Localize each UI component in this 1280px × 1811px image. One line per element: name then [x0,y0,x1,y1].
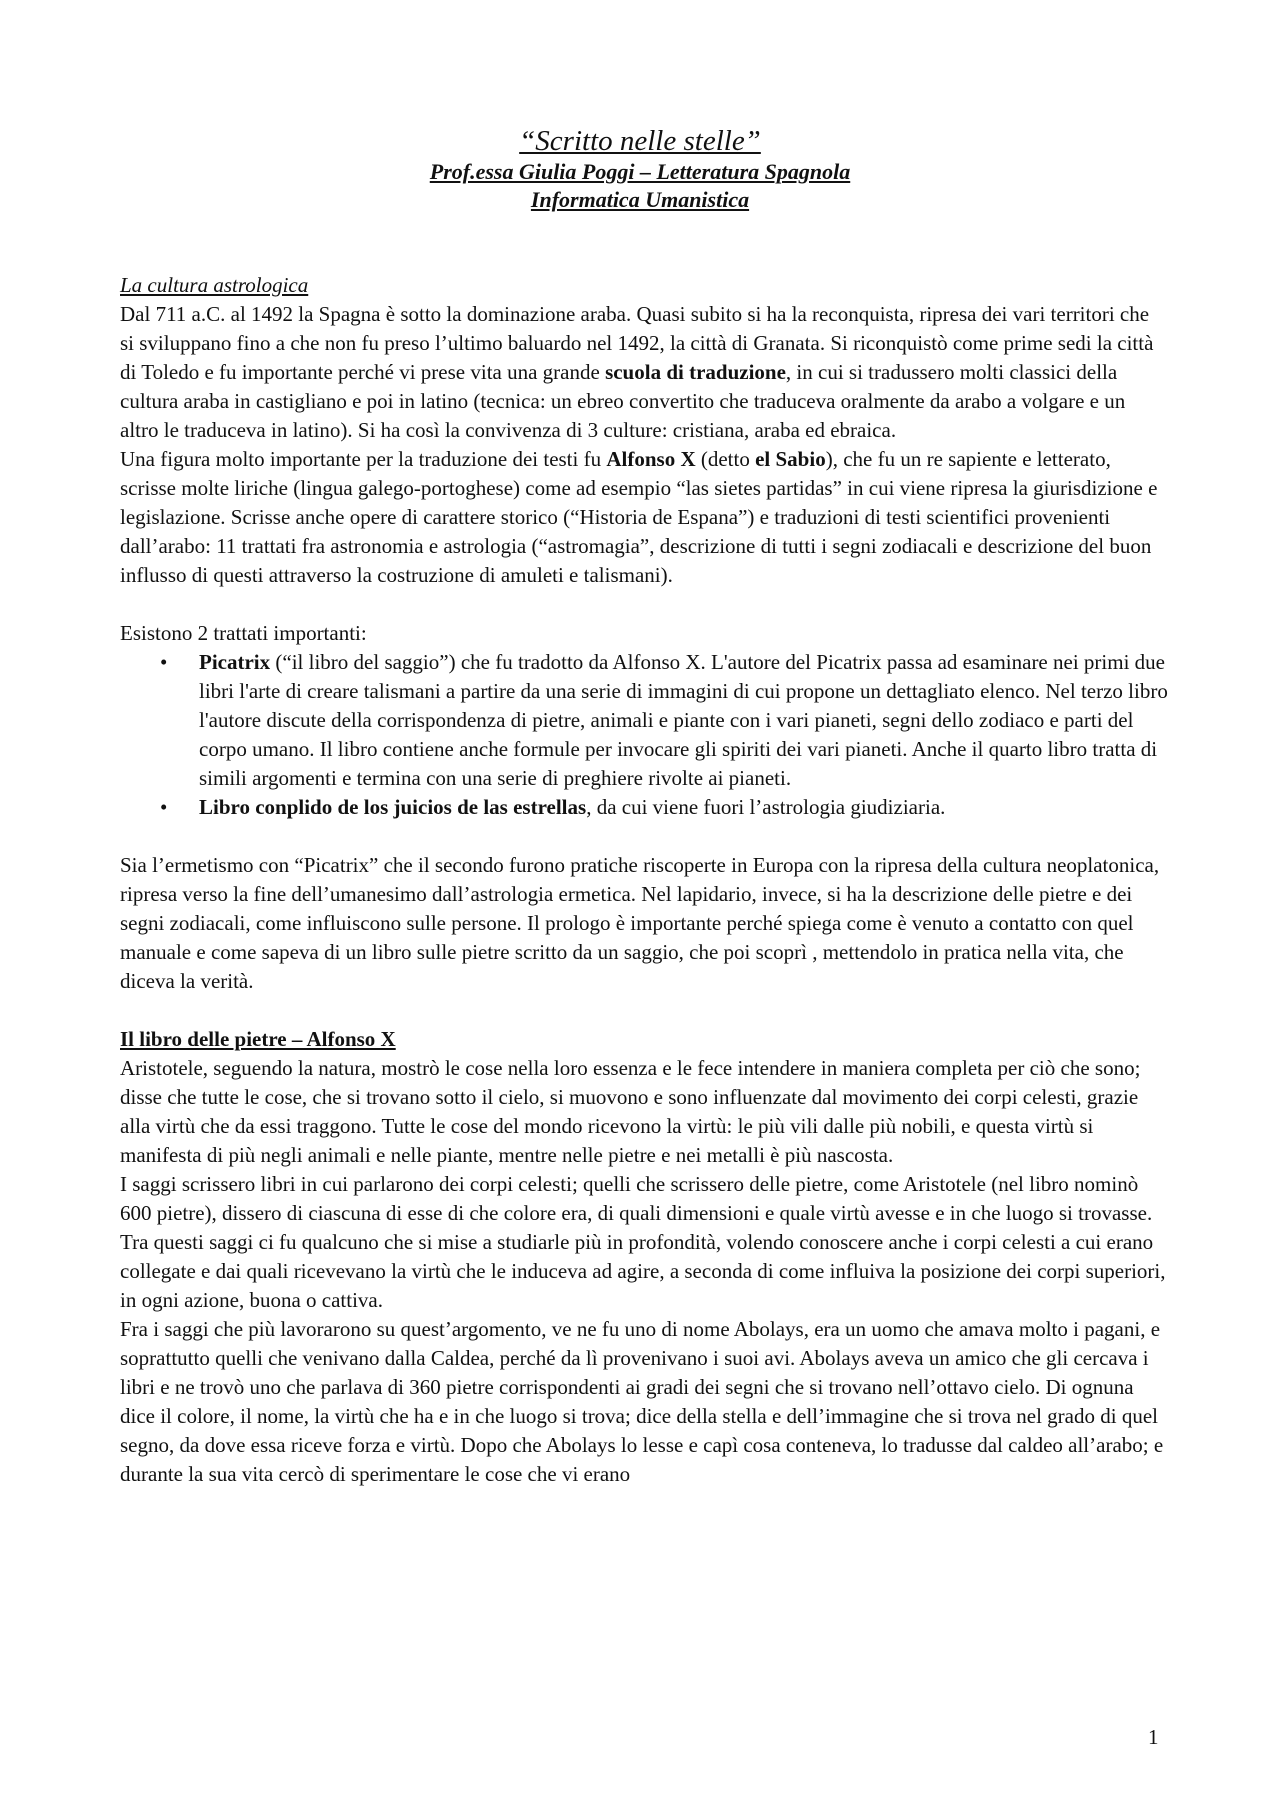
paragraph: I saggi scrissero libri in cui parlarono dei corpi celesti; quelli che scrissero delle pietre, come Aristotele (nel libro nominò 600 pietre), dissero di ciascuna di esse di che colore era, di quali dimensioni e quale virtù avesse e in che luogo si trovasse. Tra questi saggi ci fu qualcuno che si mise a studiarle più in profondità, volendo conoscere anche i corpi celesti a cui erano collegate e dai quali ricevevano la virtù che le induceva ad agire, a seconda di come influiva la posizione dei corpi superiori, in ogni azione, buona o cattiva. [120,1172,1166,1312]
bullet-icon: • [160,650,168,674]
bold-term: Alfonso X [606,447,696,471]
bold-term: scuola di traduzione [605,360,786,384]
document-subtitle: Prof.essa Giulia Poggi – Letteratura Spagnola [429,159,851,184]
paragraph: Fra i saggi che più lavorarono su quest’argomento, ve ne fu uno di nome Abolays, era un uomo che amava molto i pagani, e soprattutto quelli che venivano dalla Caldea, perché da lì provenivano i suoi avi. Abolays aveva un amico che gli cercava i libri e ne trovò uno che parlava di 360 pietre corrispondenti ai gradi dei segni che si trovano nell’ottavo cielo. Di ognuna dice il colore, il nome, la virtù che ha e in che luogo si trova; dice della stella e dell’immagine che si trova nel grado di quel segno, da dove essa riceve forza e virtù. Dopo che Abolays lo lesse e capì cosa conteneva, lo tradusse dal caldeo all’arabo; e durante la sua vita cercò di sperimentare le cose che vi erano [120,1317,1164,1486]
paragraph: Sia l’ermetismo con “Picatrix” che il secondo furono pratiche riscoperte in Europa con la ripresa della cultura neoplatonica, ripresa verso la fine dell’umanesimo dall’astrologia ermetica. Nel lapidario, invece, si ha la descrizione delle pietre e dei segni zodiacali, come influiscono sulle persone. Il prologo è importante perché spiega come è venuto a contatto con quel manuale e come sapeva di un libro sulle pietre scritto da un saggio, che poi scoprì , mettendolo in pratica nella vita, che diceva la verità. [120,853,1160,993]
list-item: • Picatrix (“il libro del saggio”) che fu tradotto da Alfonso X. L'autore del Picatrix passa ad esaminare nei primi due libri l'arte di creare talismani a partire da una serie di immagini di cui propone un dettagliato elenco. Nel terzo libro l'autore discute della corrispondenza di pietre, animali e piante con i vari pianeti, segni dello zodiaco e parti del corpo umano. Il libro contiene anche formule per invocare gli spiriti dei vari pianeti. Anche il quarto libro tratta di simili argomenti e termina con una serie di preghiere rivolte ai pianeti. [160,650,1168,790]
section-heading-libro-pietre: Il libro delle pietre – Alfonso X [120,1027,396,1051]
document-body [120,271,1168,1489]
document-title: “Scritto nelle stelle” [519,125,761,157]
page-number: 1 [1148,1725,1159,1749]
paragraph: Esistono 2 trattati importanti: [120,621,367,645]
paragraph: Una figura molto importante per la traduzione dei testi fu Alfonso X (detto el Sabio), che fu un re sapiente e letterato, scrisse molte liriche (lingua galego-portoghese) come ad esempio “las sietes partidas” in cui viene ripresa la giurisdizione e legislazione. Scrisse anche opere di carattere storico (“Historia de Espana”) e traduzioni di testi scientifici provenienti dall’arabo: 11 trattati fra astronomia e astrologia (“astromagia”, descrizione di tutti i segni zodiacali e descrizione del buon influsso di questi attraverso la costruzione di amuleti e talismani). [120,447,1158,587]
title-block [0,124,1280,214]
bold-term: el Sabio [755,447,826,471]
bullet-list [120,648,1168,822]
paragraph: Dal 711 a.C. al 1492 la Spagna è sotto la dominazione araba. Quasi subito si ha la reconquista, ripresa dei vari territori che si sviluppano fino a che non fu preso l’ultimo baluardo nel 1492, la città di Granata. Si riconquistò come prime sedi la città di Toledo e fu importante perché vi prese vita una grande scuola di traduzione, in cui si tradussero molti classici della cultura araba in castigliano e poi in latino (tecnica: un ebreo convertito che traduceva oralmente da arabo a volgare e un altro le traduceva in latino). Si ha così la convivenza di 3 culture: cristiana, araba ed ebraica. [120,302,1154,442]
paragraph: Aristotele, seguendo la natura, mostrò le cose nella loro essenza e le fece intendere in maniera completa per ciò che sono; disse che tutte le cose, che si trovano sotto il cielo, si muovono e sono influenzate dal movimento dei corpi celesti, grazie alla virtù che da essi traggono. Tutte le cose del mondo ricevono la virtù: le più vili dalle più nobili, e questa virtù si manifesta di più negli animali e nelle piante, mentre nelle pietre e nei metalli è più nascosta. [120,1056,1141,1167]
section-heading-cultura: La cultura astrologica [120,273,309,297]
bullet-icon: • [160,795,168,819]
document-course: Informatica Umanistica [530,187,750,212]
list-item: • Libro conplido de los juicios de las estrellas, da cui viene fuori l’astrologia giudiziaria. [120,793,1168,822]
